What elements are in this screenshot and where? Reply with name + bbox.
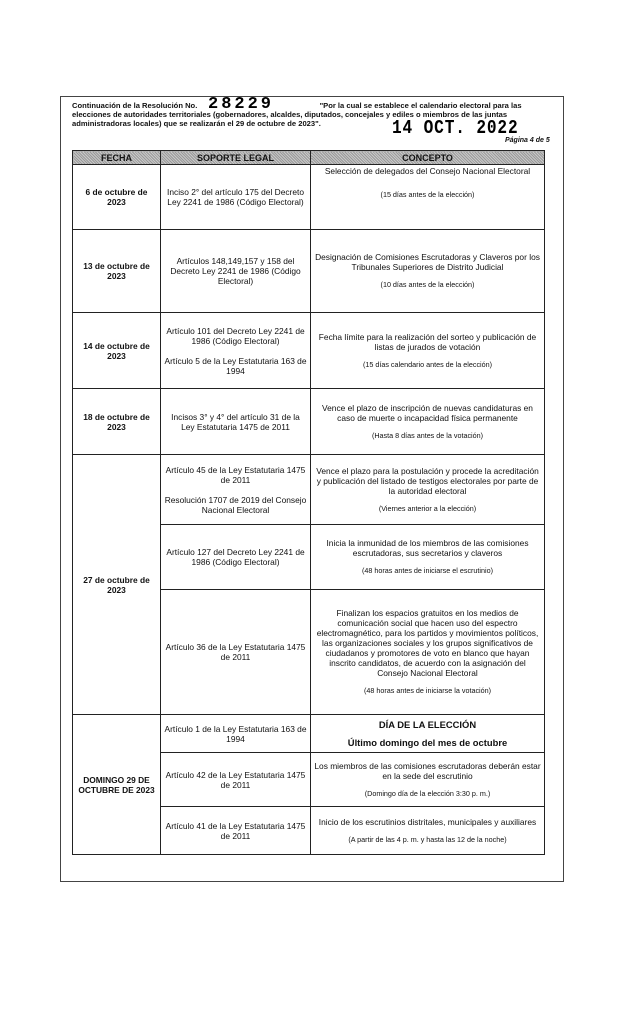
fecha-cell: DOMINGO 29 DE OCTUBRE DE 2023 [73,715,161,855]
header-soporte-legal: SOPORTE LEGAL [161,151,311,165]
soporte-text: Artículo 127 del Decreto Ley 2241 de 1986 (Código Electoral) [166,547,305,567]
concepto-note: (Viernes anterior a la elección) [378,503,477,513]
header-line-2: elecciones de autoridades territoriales (gobernadores, alcaldes, diputados, concejales y ediles o miembros de las juntas [72,110,508,119]
concepto-text: Finalizan los espacios gratuitos en los medios de comunicación social que hacen uso del espectro electromagnético, para los partidos y movimientos políticos, las organizaciones sociales y los grupos significativos de ciudadanos y promotores de voto en blanco que hayan inscrito candidatos, de acuerdo con la asignación del Consejo Nacional Electoral [316,608,539,678]
concepto-text: Vence el plazo de inscripción de nuevas candidaturas en caso de muerte o incapacidad física permanente [322,402,533,423]
table-header-row [73,151,545,165]
concepto-note: (48 horas antes de iniciarse la votación) [363,686,492,695]
header-concepto: CONCEPTO [311,151,545,165]
soporte-text: Inciso 2° del artículo 175 del Decreto Ley 2241 de 1986 (Código Electoral) [167,187,304,207]
table-row [73,165,545,230]
concepto-cell [311,525,545,590]
soporte-text: Artículo 42 de la Ley Estatutaria 1475 de 2011 [165,769,306,790]
concepto-cell [311,715,545,753]
soporte-cell [161,230,311,313]
concepto-cell [311,165,545,230]
concepto-text: Fecha límite para la realización del sorteo y publicación de listas de jurados de votación [318,331,537,352]
soporte-cell [161,715,311,753]
concepto-note: (15 días antes de la elección) [380,190,475,199]
fecha-cell: 13 de octubre de 2023 [73,230,161,313]
fecha-cell: 6 de octubre de 2023 [73,165,161,230]
soporte-text: Artículo 36 de la Ley Estatutaria 1475 de 2011 [165,642,306,662]
table-row [73,389,545,455]
soporte-cell [161,455,311,525]
resolution-number: 28229 [208,95,275,114]
concepto-text: Inicia la inmunidad de los miembros de las comisiones escrutadoras, sus secretarios y claveros [326,538,529,558]
soporte-text: Artículo 45 de la Ley Estatutaria 1475 de 2011 [165,464,306,485]
soporte-cell [161,313,311,389]
table-row [73,455,545,525]
concepto-note: (48 horas antes de iniciarse el escrutinio) [361,566,494,575]
soporte-cell [161,165,311,230]
concepto-cell [311,590,545,715]
header-resolution-title: "Por la cual se establece el calendario electoral para las [319,101,522,110]
header-resolution-label: Continuación de la Resolución No. [72,101,198,110]
concepto-note: (15 días calendario antes de la elección) [362,359,493,369]
electoral-calendar-table [72,150,545,855]
concepto-note: (Domingo día de la elección 3:30 p. m.) [364,788,491,798]
soporte-text: Artículo 5 de la Ley Estatutaria 163 de 1994 [164,355,307,376]
header-fecha: FECHA [73,151,161,165]
soporte-text: Incisos 3° y 4° del artículo 31 de la Ley Estatutaria 1475 de 2011 [171,411,300,432]
concepto-cell [311,455,545,525]
concepto-cell [311,807,545,855]
table-row [73,715,545,753]
soporte-cell [161,807,311,855]
concepto-text: Selección de delegados del Consejo Nacional Electoral [324,166,531,176]
header-line-1 [72,101,560,110]
concepto-note: (10 días antes de la elección) [380,280,475,289]
soporte-text: Artículo 101 del Decreto Ley 2241 de 1986 (Código Electoral) [166,325,305,346]
concepto-cell [311,753,545,807]
fecha-cell: 18 de octubre de 2023 [73,389,161,455]
concepto-note: (Hasta 8 días antes de la votación) [371,430,484,440]
concepto-text: Designación de Comisiones Escrutadoras y Claveros por los Tribunales Superiores de Distrito Judicial [315,252,540,272]
soporte-text: Artículo 1 de la Ley Estatutaria 163 de 1994 [164,723,307,744]
election-day-subtitle: Último domingo del mes de octubre [347,736,508,748]
table-row [73,313,545,389]
concepto-note: (A partir de las 4 p. m. y hasta las 12 de la noche) [348,834,507,844]
concepto-cell [311,230,545,313]
soporte-cell [161,389,311,455]
soporte-text: Artículos 148,149,157 y 158 del Decreto Ley 2241 de 1986 (Código Electoral) [170,256,301,286]
page-number: Página 4 de 5 [505,137,550,144]
concepto-cell [311,389,545,455]
concepto-text: Vence el plazo para la postulación y procede la acreditación y publicación del listado de testigos electorales por parte de la autoridad electoral [316,465,539,496]
soporte-cell [161,525,311,590]
header-line-3: administradoras locales) que se realizarán el 29 de octubre de 2023". [72,119,321,128]
soporte-text: Artículo 41 de la Ley Estatutaria 1475 de 2011 [165,820,306,841]
soporte-cell [161,590,311,715]
fecha-cell: 27 de octubre de 2023 [73,455,161,715]
concepto-text: Los miembros de las comisiones escrutadoras deberán estar en la sede del escrutinio [314,760,541,781]
election-day-title: DÍA DE LA ELECCIÓN [378,718,477,730]
fecha-cell: 14 de octubre de 2023 [73,313,161,389]
concepto-text: Inicio de los escrutinios distritales, municipales y auxiliares [318,816,537,827]
table-row [73,230,545,313]
date-stamp: 14 OCT. 2022 [392,117,519,139]
soporte-text: Resolución 1707 de 2019 del Consejo Nacional Electoral [164,494,307,515]
concepto-cell [311,313,545,389]
soporte-cell [161,753,311,807]
